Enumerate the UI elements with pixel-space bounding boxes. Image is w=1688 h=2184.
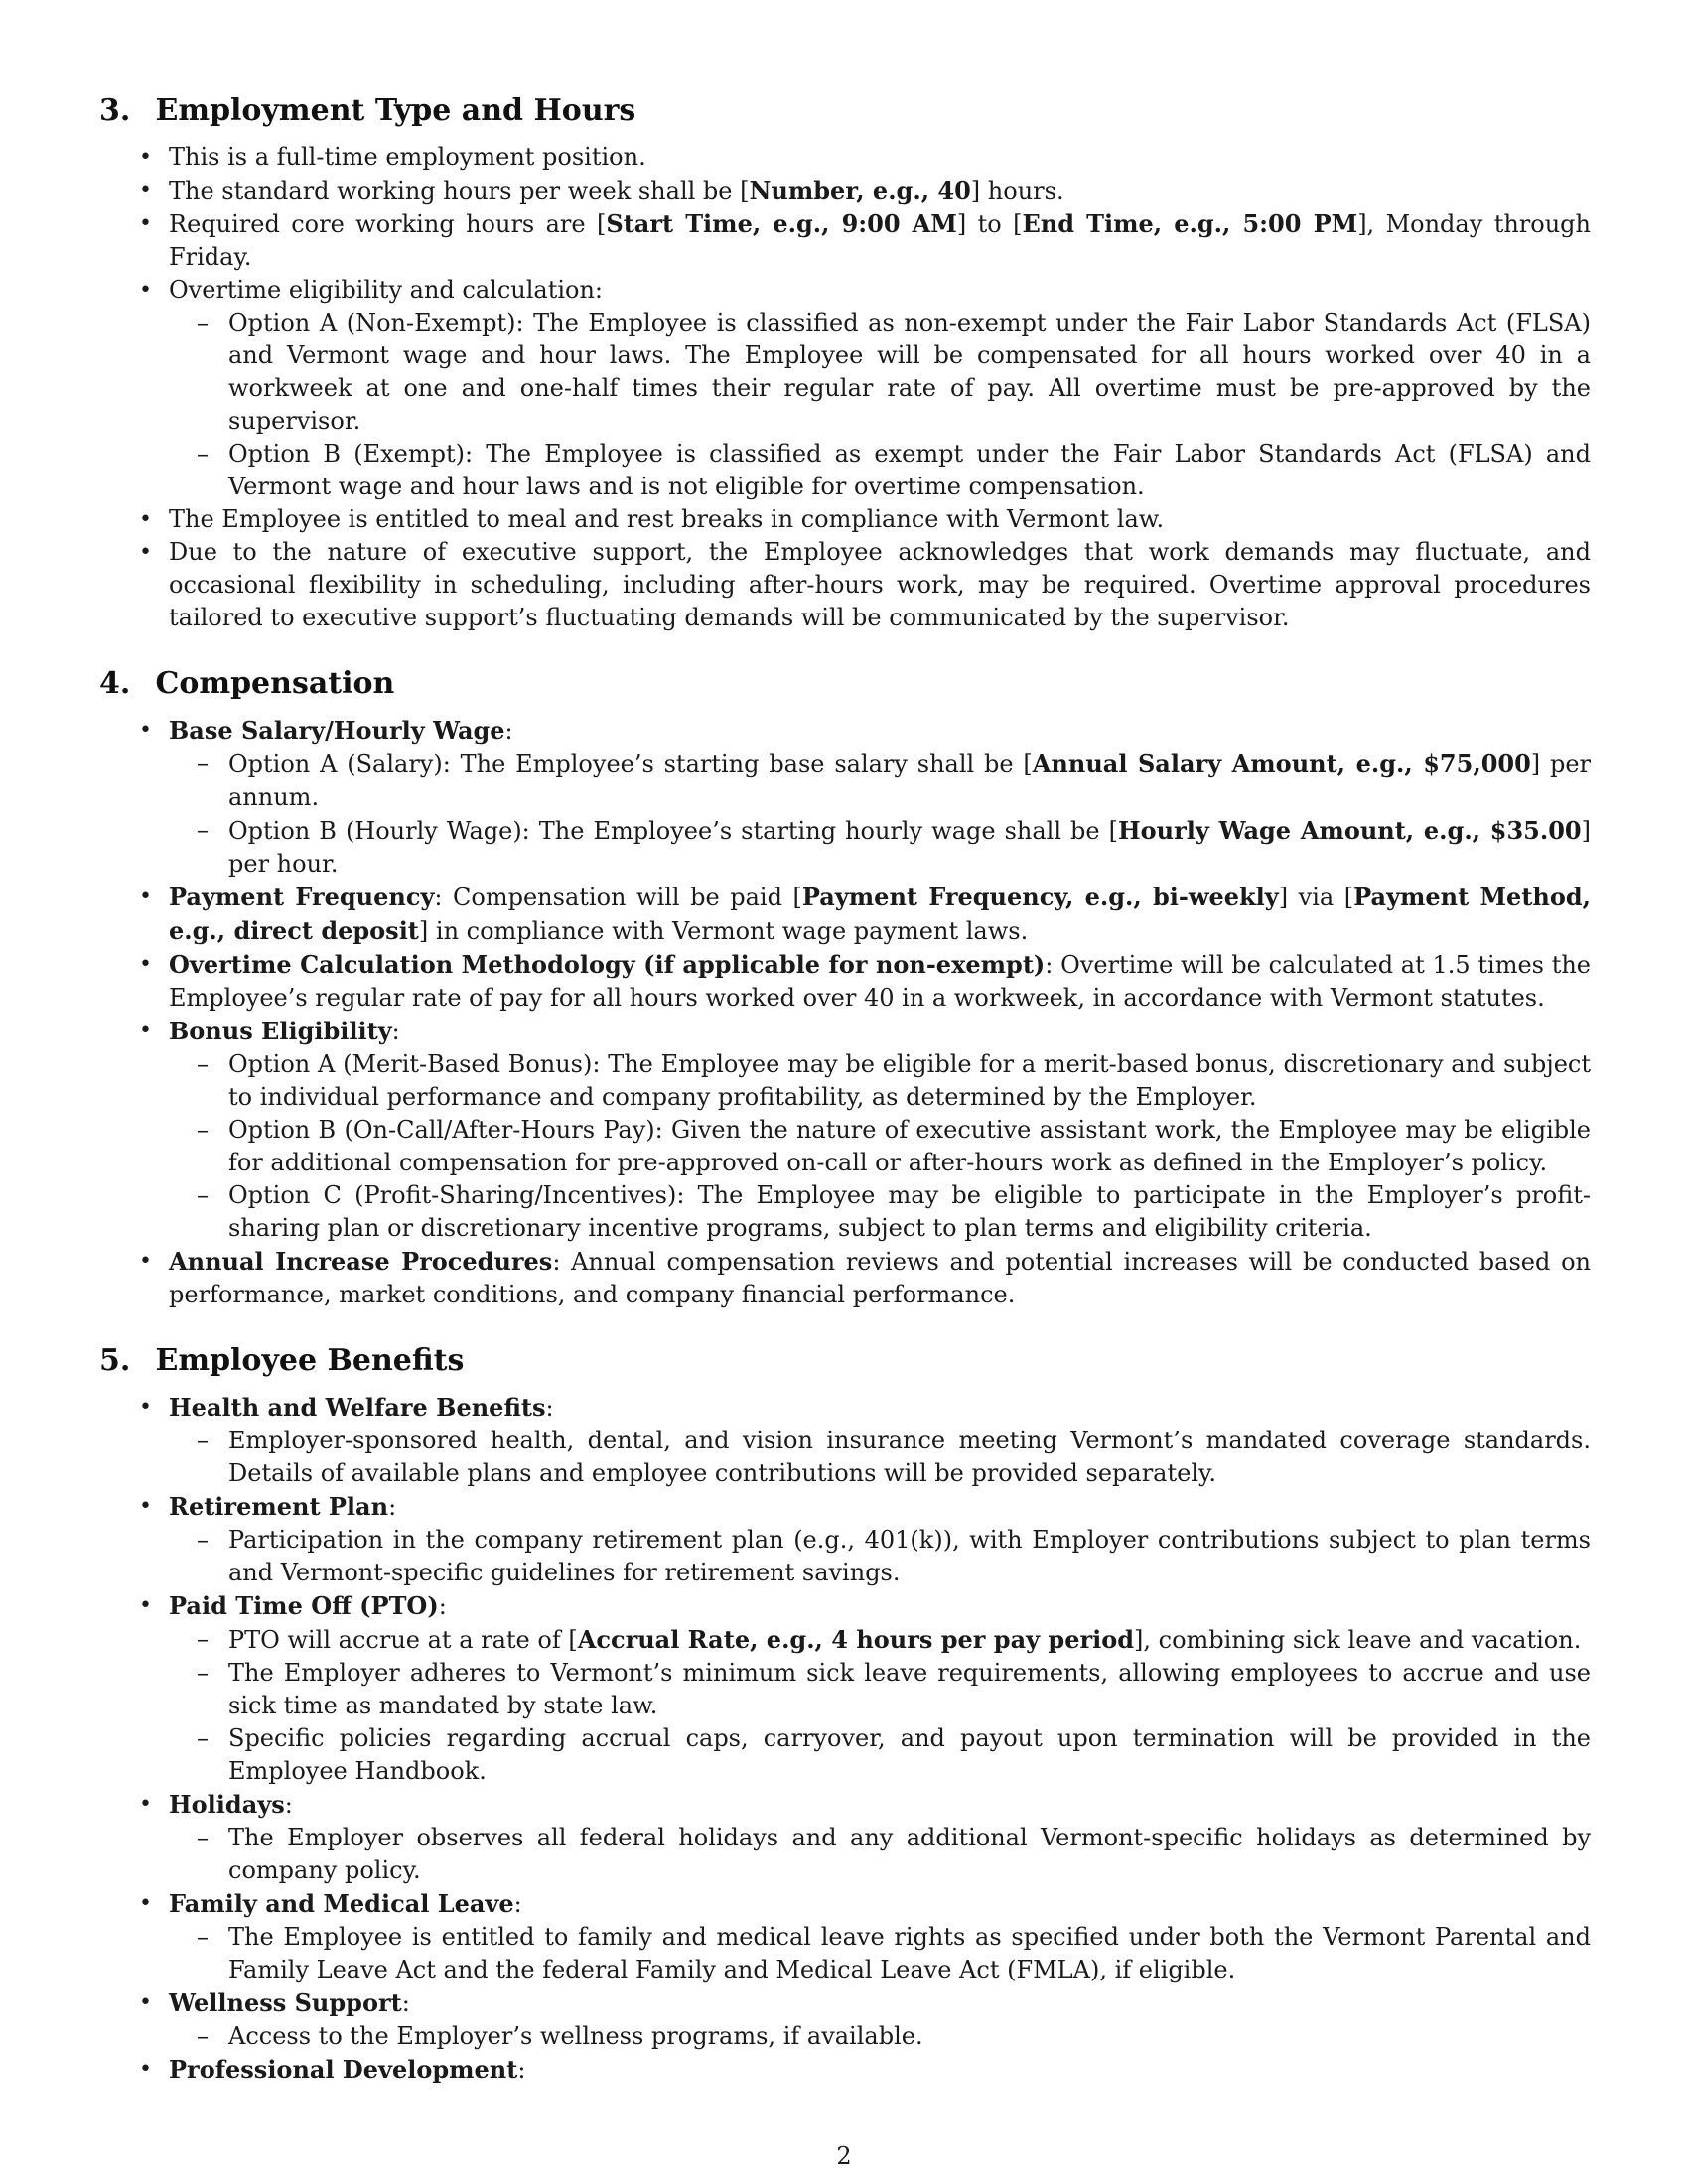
section-title: Employment Type and Hours: [155, 93, 636, 128]
sub-list: [169, 1822, 1591, 1887]
item-label: Professional Development: [169, 2055, 518, 2084]
section-heading: [99, 1341, 1591, 1381]
sub-list-item: – Option C (Profit-Sharing/Incentives): The Employee may be eligible to participate in the Employer’s profit-sharing plan or discretionary incentive programs, subject to plan terms and eligibility criteria.: [169, 1179, 1591, 1245]
sub-list: [169, 307, 1591, 503]
list-item: • The Employee is entitled to meal and rest breaks in compliance with Vermont law.: [99, 503, 1591, 536]
list-item: • Annual Increase Procedures: Annual compensation reviews and potential increases will be conducted based on performance, market conditions, and company financial performance.: [99, 1245, 1591, 1311]
item-label: Family and Medical Leave: [169, 1889, 514, 1918]
section-title: Employee Benefits: [155, 1343, 465, 1378]
item-label: Health and Welfare Benefits: [169, 1393, 546, 1422]
placeholder-field: Number, e.g., 40: [749, 176, 971, 205]
list-item: • Wellness Support: – Access to the Employer’s wellness programs, if available.: [99, 1986, 1591, 2053]
section-employee-benefits: [99, 1341, 1591, 2087]
bullet-list: [99, 714, 1591, 1311]
bullet-list: [99, 141, 1591, 634]
sub-list: [169, 1425, 1591, 1490]
sub-list-item: – Participation in the company retirement plan (e.g., 401(k)), with Employer contributions subject to plan terms and Vermont-specific guidelines for retirement savings.: [169, 1524, 1591, 1589]
placeholder-field: Payment Method, e.g., direct deposit: [169, 883, 1591, 945]
sub-list: [169, 1623, 1591, 1788]
list-item: • The standard working hours per week shall be [Number, e.g., 40] hours.: [99, 174, 1591, 207]
list-item: • Due to the nature of executive support, the Employee acknowledges that work demands may fluctuate, and occasional flexibility in scheduling, including after-hours work, may be required. Overtime approval procedures tailored to executive support’s fluctuating demands will be communicated by the supervisor.: [99, 536, 1591, 634]
section-compensation: [99, 664, 1591, 1311]
section-number: 3.: [99, 93, 131, 128]
list-item: • Paid Time Off (PTO): – PTO will accrue at a rate of [Accrual Rate, e.g., 4 hours per pay period], combining sick leave and vacation. – The Employer adheres to Vermont’s minimum sick leave requirements, allowing employees to accrue and use sick time as mandated by state law. – Specific policies regarding accrual caps, carryover, and payout upon termination will be provided in the Employee Handbook.: [99, 1589, 1591, 1788]
list-item: • Professional Development:: [99, 2053, 1591, 2087]
sub-list-item: – Specific policies regarding accrual caps, carryover, and payout upon termination will be provided in the Employee Handbook.: [169, 1722, 1591, 1788]
placeholder-field: Hourly Wage Amount, e.g., $35.00: [1118, 816, 1582, 845]
list-item: • Base Salary/Hourly Wage: – Option A (Salary): The Employee’s starting base salary shall be [Annual Salary Amount, e.g., $75,000] per annum. – Option B (Hourly Wage): The Employee’s starting hourly wage shall be [Hourly Wage Amount, e.g., $35.00] per hour.: [99, 714, 1591, 881]
item-label: Bonus Eligibility: [169, 1017, 392, 1045]
item-label: Wellness Support: [169, 1988, 402, 2017]
sub-list-item: – Option A (Merit-Based Bonus): The Employee may be eligible for a merit-based bonus, discretionary and subject to individual performance and company profitability, as determined by the Employer.: [169, 1048, 1591, 1114]
placeholder-field: Payment Frequency, e.g., bi-weekly: [801, 883, 1279, 911]
bullet-list: [99, 1391, 1591, 2087]
document-page: [99, 91, 1591, 2116]
sub-list-item: – The Employer observes all federal holidays and any additional Vermont-specific holidays as determined by company policy.: [169, 1822, 1591, 1887]
list-item: • This is a full-time employment position.: [99, 141, 1591, 174]
placeholder-field: End Time, e.g., 5:00 PM: [1022, 209, 1358, 238]
list-item: • Family and Medical Leave: – The Employee is entitled to family and medical leave rights as specified under both the Vermont Parental and Family Leave Act and the federal Family and Medical Leave Act (FMLA), if eligible.: [99, 1887, 1591, 1986]
section-heading: [99, 664, 1591, 704]
item-label: Retirement Plan: [169, 1492, 389, 1521]
sub-list: [169, 1524, 1591, 1589]
item-label: Overtime Calculation Methodology (if applicable for non-exempt): [169, 950, 1046, 979]
list-item: • Health and Welfare Benefits: – Employer-sponsored health, dental, and vision insurance meeting Vermont’s mandated coverage standards. Details of available plans and employee contributions will be provided separately.: [99, 1391, 1591, 1490]
section-title: Compensation: [155, 666, 395, 701]
sub-list-item: – Option B (Hourly Wage): The Employee’s starting hourly wage shall be [Hourly Wage Amount, e.g., $35.00] per hour.: [169, 814, 1591, 881]
list-item: • Retirement Plan: – Participation in the company retirement plan (e.g., 401(k)), with Employer contributions subject to plan terms and Vermont-specific guidelines for retirement savings.: [99, 1490, 1591, 1589]
sub-list-item: – The Employee is entitled to family and medical leave rights as specified under both the Vermont Parental and Family Leave Act and the federal Family and Medical Leave Act (FMLA), if eligible.: [169, 1921, 1591, 1986]
sub-list-item: – Access to the Employer’s wellness programs, if available.: [169, 2020, 1591, 2053]
placeholder-field: Start Time, e.g., 9:00 AM: [606, 209, 957, 238]
sub-list: [169, 748, 1591, 881]
sub-list-item: – Option B (Exempt): The Employee is classified as exempt under the Fair Labor Standards Act (FLSA) and Vermont wage and hour laws and is not eligible for overtime compensation.: [169, 438, 1591, 503]
item-label: Holidays: [169, 1790, 285, 1819]
sub-list-item: – The Employer adheres to Vermont’s minimum sick leave requirements, allowing employees to accrue and use sick time as mandated by state law.: [169, 1657, 1591, 1722]
section-heading: [99, 91, 1591, 131]
item-label: Paid Time Off (PTO): [169, 1591, 439, 1620]
list-item: • Overtime eligibility and calculation: – Option A (Non-Exempt): The Employee is classified as non-exempt under the Fair Labor Standards Act (FLSA) and Vermont wage and hour laws. The Employee will be compensated for all hours worked over 40 in a workweek at one and one-half times their regular rate of pay. All overtime must be pre-approved by the supervisor. – Option B (Exempt): The Employee is classified as exempt under the Fair Labor Standards Act (FLSA) and Vermont wage and hour laws and is not eligible for overtime compensation.: [99, 274, 1591, 503]
list-item: • Overtime Calculation Methodology (if applicable for non-exempt): Overtime will be calculated at 1.5 times the Employee’s regular rate of pay for all hours worked over 40 in a workweek, in accordance with Vermont statutes.: [99, 948, 1591, 1015]
sub-list: [169, 1921, 1591, 1986]
sub-list-item: – Option B (On-Call/After-Hours Pay): Given the nature of executive assistant work, the Employee may be eligible for additional compensation for pre-approved on-call or after-hours work as defined in the Employer’s policy.: [169, 1114, 1591, 1179]
section-employment-type-and-hours: [99, 91, 1591, 634]
item-label: Payment Frequency: [169, 883, 435, 911]
item-label: Base Salary/Hourly Wage: [169, 716, 505, 745]
list-item: • Required core working hours are [Start Time, e.g., 9:00 AM] to [End Time, e.g., 5:00 PM], Monday through Friday.: [99, 207, 1591, 274]
sub-list-item: – Option A (Salary): The Employee’s starting base salary shall be [Annual Salary Amount, e.g., $75,000] per annum.: [169, 748, 1591, 814]
sub-list-item: – Option A (Non-Exempt): The Employee is classified as non-exempt under the Fair Labor Standards Act (FLSA) and Vermont wage and hour laws. The Employee will be compensated for all hours worked over 40 in a workweek at one and one-half times their regular rate of pay. All overtime must be pre-approved by the supervisor.: [169, 307, 1591, 438]
sub-list: [169, 2020, 1591, 2053]
placeholder-field: Accrual Rate, e.g., 4 hours per pay period: [577, 1625, 1135, 1654]
section-number: 5.: [99, 1343, 131, 1378]
item-label: Annual Increase Procedures: [169, 1247, 553, 1276]
sub-list: [169, 1048, 1591, 1245]
list-item: • Holidays: – The Employer observes all federal holidays and any additional Vermont-specific holidays as determined by company policy.: [99, 1788, 1591, 1887]
sub-list-item: – PTO will accrue at a rate of [Accrual Rate, e.g., 4 hours per pay period], combining sick leave and vacation.: [169, 1623, 1591, 1657]
sub-list-item: – Employer-sponsored health, dental, and vision insurance meeting Vermont’s mandated coverage standards. Details of available plans and employee contributions will be provided separately.: [169, 1425, 1591, 1490]
list-item: • Bonus Eligibility: – Option A (Merit-Based Bonus): The Employee may be eligible for a merit-based bonus, discretionary and subject to individual performance and company profitability, as determined by the Employer. – Option B (On-Call/After-Hours Pay): Given the nature of executive assistant work, the Employee may be eligible for additional compensation for pre-approved on-call or after-hours work as defined in the Employer’s policy. – Option C (Profit-Sharing/Incentives): The Employee may be eligible to participate in the Employer’s profit-sharing plan or discretionary incentive programs, subject to plan terms and eligibility criteria.: [99, 1015, 1591, 1245]
section-number: 4.: [99, 666, 131, 701]
list-item: • Payment Frequency: Compensation will be paid [Payment Frequency, e.g., bi-weekly] via [Payment Method, e.g., direct deposit] in compliance with Vermont wage payment laws.: [99, 881, 1591, 948]
placeholder-field: Annual Salary Amount, e.g., $75,000: [1032, 750, 1531, 778]
page-number: 2: [836, 2142, 852, 2170]
